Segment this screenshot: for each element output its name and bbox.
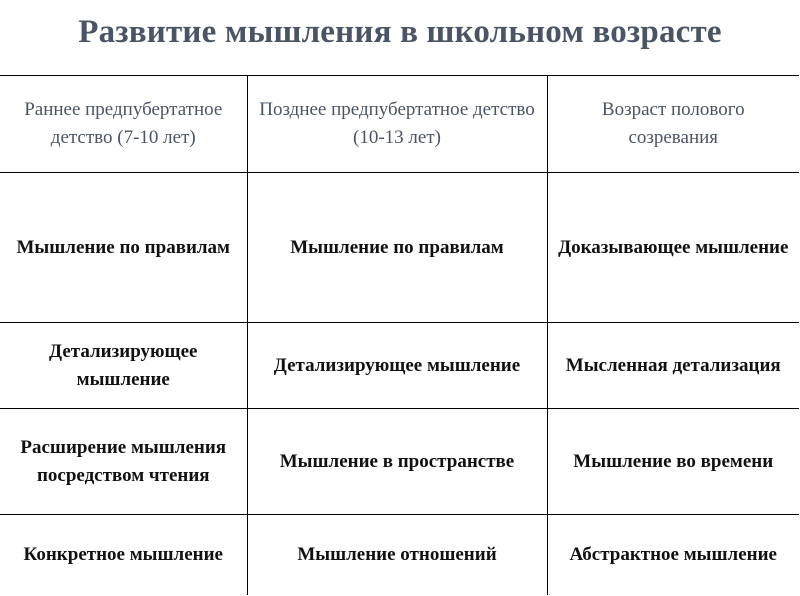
table-cell: Доказывающее мышление [547, 173, 799, 323]
table-row [0, 409, 799, 515]
column-header-puberty: Возраст полового созревания [547, 76, 799, 173]
table-cell: Детализирующее мышление [247, 323, 547, 409]
column-header-late-prepuberty: Позднее предпубертатное детство (10-13 лет) [247, 76, 547, 173]
table-row [0, 173, 799, 323]
table-cell: Мышление в пространстве [247, 409, 547, 515]
table-cell: Абстрактное мышление [547, 515, 799, 595]
thinking-development-table [0, 75, 799, 595]
table-row [0, 515, 799, 595]
table-cell: Мышление по правилам [0, 173, 247, 323]
table-cell: Расширение мышления посредством чтения [0, 409, 247, 515]
column-header-early-prepuberty: Раннее предпубертатное детство (7-10 лет) [0, 76, 247, 173]
table-header-row [0, 76, 799, 173]
table-cell: Мышление отношений [247, 515, 547, 595]
table-cell: Мышление во времени [547, 409, 799, 515]
table-cell: Конкретное мышление [0, 515, 247, 595]
table-cell: Мышление по правилам [247, 173, 547, 323]
page-title: Развитие мышления в школьном возрасте [78, 14, 722, 50]
table-cell: Мысленная детализация [547, 323, 799, 409]
table-cell: Детализирующее мышление [0, 323, 247, 409]
table-row [0, 323, 799, 409]
